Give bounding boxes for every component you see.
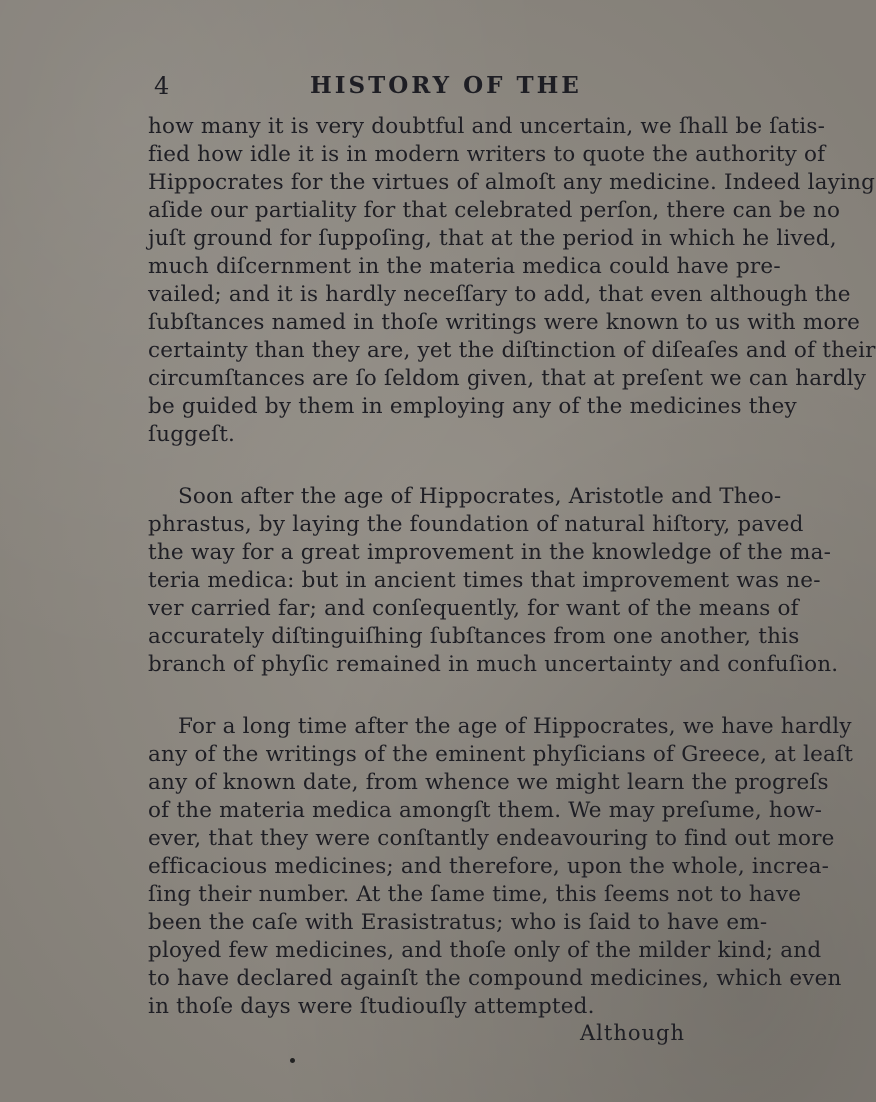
text-line: of the materia medica amongſt them. We may preſume, how- xyxy=(148,798,823,823)
text-line: efficacious medicines; and therefore, upon the whole, increa- xyxy=(148,854,830,879)
catchword: Although xyxy=(580,1021,685,1045)
text-line: ever, that they were conſtantly endeavouring to find out more xyxy=(148,826,835,851)
text-line: vailed; and it is hardly neceſſary to add, that even although the xyxy=(148,282,851,307)
ink-speck xyxy=(290,1058,295,1063)
text-line: accurately diſtinguiſhing ſubſtances from one another, this xyxy=(148,624,800,649)
text-line: be guided by them in employing any of the medicines they xyxy=(148,394,797,419)
text-line: For a long time after the age of Hippocrates, we have hardly xyxy=(178,714,852,739)
page-header xyxy=(150,72,650,108)
text-line: any of the writings of the eminent phyſicians of Greece, at leaſt xyxy=(148,742,854,767)
text-line: certainty than they are, yet the diſtinction of diſeaſes and of their xyxy=(148,338,876,363)
text-line: ployed few medicines, and thoſe only of the milder kind; and xyxy=(148,938,822,963)
text-line: branch of phyſic remained in much uncertainty and confuſion. xyxy=(148,652,839,677)
text-line: been the caſe with Erasistratus; who is ſaid to have em- xyxy=(148,910,768,935)
text-line: ſubſtances named in thoſe writings were known to us with more xyxy=(148,310,861,335)
text-line: how many it is very doubtful and uncertain, we ſhall be ſatis- xyxy=(148,114,826,139)
text-line: ſuggeſt. xyxy=(148,422,236,447)
text-line: aſide our partiality for that celebrated perſon, there can be no xyxy=(148,198,841,223)
text-line: ver carried far; and conſequently, for want of the means of xyxy=(148,596,799,621)
text-line: to have declared againſt the compound medicines, which even xyxy=(148,966,842,991)
text-line: circumſtances are ſo ſeldom given, that at preſent we can hardly xyxy=(148,366,867,391)
text-line: much diſcernment in the materia medica could have pre- xyxy=(148,254,781,279)
text-line: fied how idle it is in modern writers to quote the authority of xyxy=(148,142,826,167)
text-line: phrastus, by laying the foundation of natural hiſtory, paved xyxy=(148,512,804,537)
text-line: any of known date, from whence we might learn the progreſs xyxy=(148,770,829,795)
text-line: the way for a great improvement in the knowledge of the ma- xyxy=(148,540,832,565)
text-line: teria medica: but in ancient times that improvement was ne- xyxy=(148,568,821,593)
running-head: HISTORY OF THE xyxy=(310,72,582,99)
text-line: Hippocrates for the virtues of almoſt any medicine. Indeed laying xyxy=(148,170,876,195)
text-line: Soon after the age of Hippocrates, Aristotle and Theo- xyxy=(178,484,782,509)
text-line: juſt ground for ſuppoſing, that at the period in which he lived, xyxy=(148,226,837,251)
text-line: in thoſe days were ſtudiouſly attempted. xyxy=(148,994,595,1019)
text-line: ſing their number. At the ſame time, this ſeems not to have xyxy=(148,882,802,907)
page-number: 4 xyxy=(154,72,170,100)
